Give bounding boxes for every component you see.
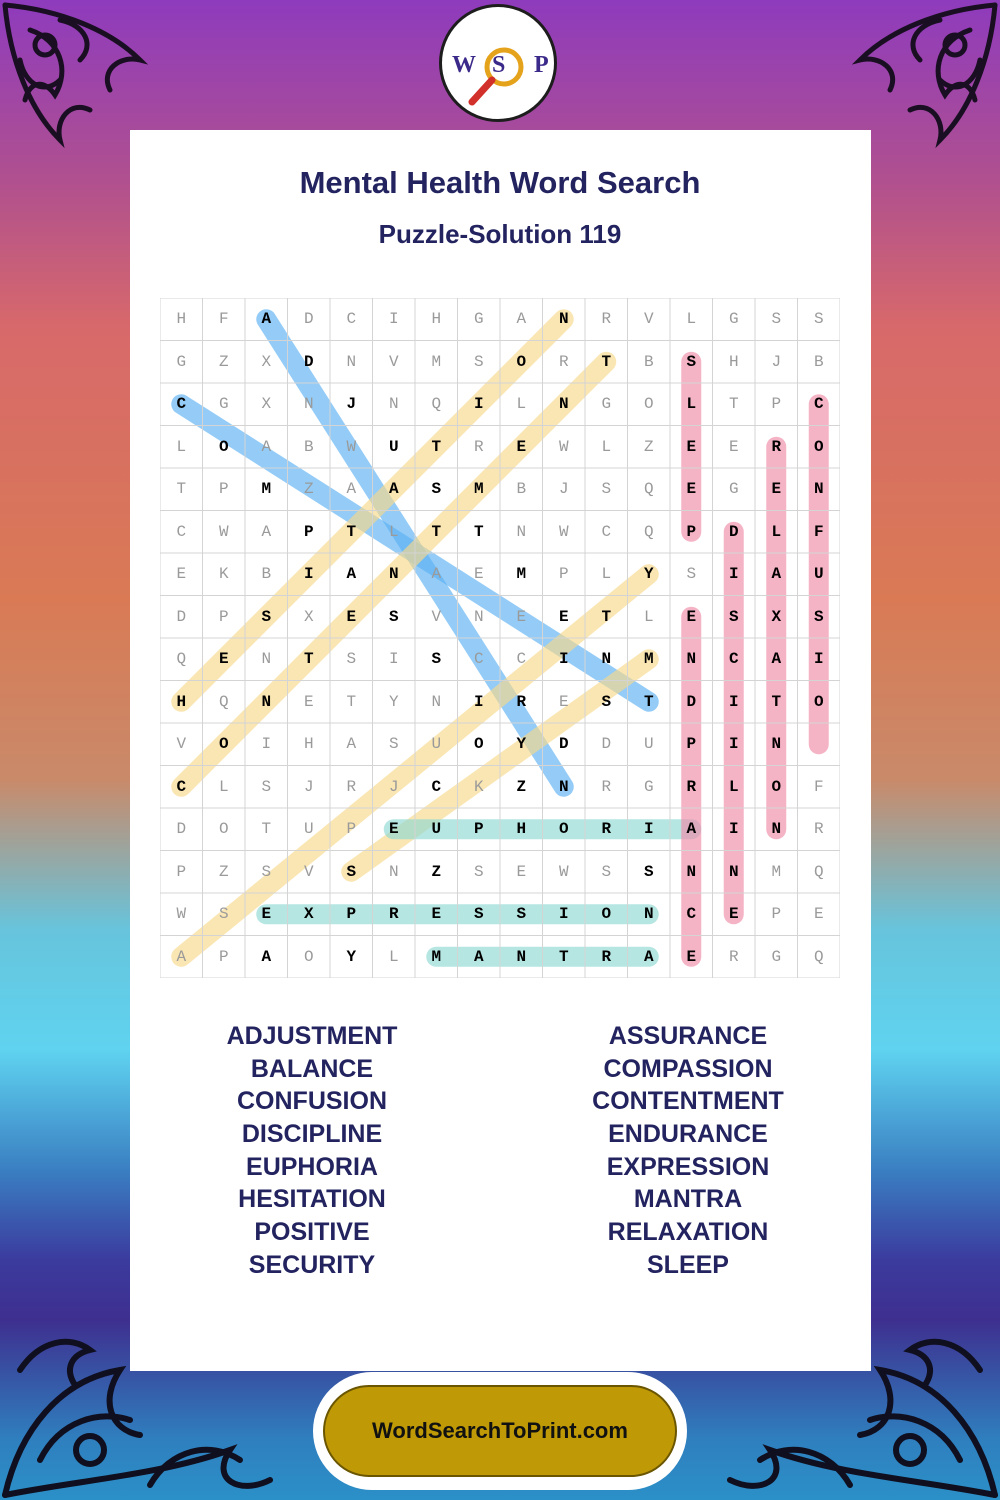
grid-cell: A (388, 480, 399, 498)
grid-cell: S (516, 905, 527, 923)
grid-cell: D (601, 735, 612, 753)
grid-cell: R (601, 310, 612, 328)
grid-cell: J (346, 395, 357, 413)
grid-cell: K (473, 777, 484, 796)
grid-cell: Q (176, 650, 187, 668)
grid-cell: P (176, 862, 187, 881)
grid-cell: W (346, 437, 357, 456)
grid-cell: I (558, 650, 569, 668)
grid-cell: E (728, 437, 739, 456)
grid-cell: R (388, 905, 399, 923)
grid-cell: O (771, 777, 782, 796)
grid-cell: C (516, 650, 527, 668)
grid-cell: P (218, 947, 229, 966)
grid-cell: N (473, 607, 484, 626)
grid-cell: I (728, 735, 739, 753)
grid-cell: R (516, 692, 527, 711)
grid-cell: M (431, 947, 442, 966)
word-item: MANTRA (633, 1185, 743, 1214)
grid-cell: O (218, 437, 229, 456)
grid-cell: E (728, 905, 739, 923)
grid-cell: N (686, 862, 697, 881)
grid-cell: S (218, 905, 229, 923)
letter-grid (160, 298, 840, 978)
grid-cell: V (303, 862, 314, 881)
grid-cell: S (686, 352, 697, 371)
grid-cell: A (176, 947, 187, 966)
grid-cell: T (601, 352, 612, 371)
grid-cell: N (558, 395, 569, 413)
grid-cell: P (473, 820, 484, 838)
grid-cell: T (303, 650, 314, 668)
grid-cell: A (261, 947, 272, 966)
grid-cell: T (473, 522, 484, 541)
grid-cell: R (601, 777, 612, 796)
grid-cell: P (771, 905, 782, 923)
grid-cell: Z (218, 862, 229, 881)
grid-cell: G (218, 395, 229, 413)
grid-cell: N (388, 862, 399, 881)
grid-cell: T (346, 522, 357, 541)
grid-cell: Q (431, 395, 442, 413)
grid-cell: N (813, 480, 824, 498)
grid-cell: Q (643, 480, 654, 498)
word-item: EUPHORIA (246, 1152, 378, 1181)
word-list-left (152, 1020, 472, 1282)
grid-cell: E (516, 862, 527, 881)
grid-cell: T (431, 522, 442, 541)
grid-cell: H (176, 692, 187, 711)
grid-cell: A (261, 522, 272, 541)
grid-cell: L (601, 437, 612, 456)
grid-cell: S (643, 862, 654, 881)
grid-cell: O (516, 352, 527, 371)
grid-cell: W (558, 522, 569, 541)
grid-cell: C (813, 395, 824, 413)
grid-cell: S (261, 777, 272, 796)
grid-cell: I (261, 735, 272, 753)
word-item: SECURITY (248, 1250, 376, 1279)
grid-cell: I (728, 692, 739, 711)
logo-letter-w: W (452, 52, 476, 78)
grid-cell: E (686, 480, 697, 498)
grid-cell: U (388, 437, 399, 456)
grid-cell: S (473, 862, 484, 881)
grid-cell: T (176, 480, 187, 498)
grid-cell: U (643, 735, 654, 753)
grid-cell: N (601, 650, 612, 668)
word-item: CONTENTMENT (592, 1087, 784, 1116)
grid-cell: I (388, 650, 399, 668)
grid-cell: H (176, 310, 187, 328)
grid-cell: O (558, 820, 569, 838)
logo (439, 4, 557, 122)
grid-cell: Q (813, 947, 824, 966)
footer-badge (313, 1372, 687, 1490)
grid-cell: X (303, 607, 314, 626)
grid-cell: P (346, 820, 357, 838)
grid-cell: N (728, 862, 739, 881)
grid-cell: T (643, 692, 654, 711)
grid-cell: E (516, 607, 527, 626)
grid-cell: T (431, 437, 442, 456)
grid-cell: J (771, 352, 782, 371)
grid-cell: P (686, 522, 697, 541)
grid-cell: N (558, 310, 569, 328)
grid-cell: L (643, 607, 654, 626)
word-item: ENDURANCE (608, 1120, 768, 1149)
grid-cell: T (558, 947, 569, 966)
grid-cell: X (771, 607, 782, 626)
grid-cell: O (218, 735, 229, 753)
grid-cell: C (176, 777, 187, 796)
grid-cell: S (388, 735, 399, 753)
grid-cell: N (261, 650, 272, 668)
grid-cell: I (728, 820, 739, 838)
grid-cell: C (176, 395, 187, 413)
grid-cell: A (771, 565, 782, 583)
grid-cell: B (516, 480, 527, 498)
grid-cell: V (431, 607, 442, 626)
grid-cell: Y (388, 692, 399, 711)
grid-cell: E (516, 437, 527, 456)
grid-cell: S (601, 862, 612, 881)
grid-cell: X (303, 905, 314, 923)
grid-cell: I (813, 650, 824, 668)
grid-cell: E (431, 905, 442, 923)
grid-cell: S (431, 650, 442, 668)
grid-cell: T (601, 607, 612, 626)
grid-cell: E (346, 607, 357, 626)
grid-cell: S (346, 862, 357, 881)
grid-cell: D (558, 735, 569, 753)
grid-cell: P (771, 395, 782, 413)
word-list-right (528, 1020, 848, 1282)
grid-cell: G (728, 480, 739, 498)
word-item: RELAXATION (607, 1218, 769, 1247)
grid-cell: N (346, 352, 357, 371)
grid-cell: L (728, 777, 739, 796)
page-title: Mental Health Word Search (299, 165, 701, 200)
grid-cell: Y (516, 735, 527, 753)
word-item: SLEEP (647, 1250, 729, 1279)
grid-cell: A (686, 820, 697, 838)
grid-cell: W (176, 905, 187, 923)
grid-cell: A (643, 947, 654, 966)
logo-letter-p: P (534, 52, 549, 78)
grid-cell: D (303, 310, 314, 328)
grid-cell: R (473, 437, 484, 456)
grid-cell: E (686, 607, 697, 626)
grid-cell: C (473, 650, 484, 668)
grid-cell: H (728, 352, 739, 371)
grid-cell: B (303, 437, 314, 456)
grid-cell: C (431, 777, 442, 796)
grid-cell: Z (303, 480, 314, 498)
grid-cell: B (261, 565, 272, 583)
grid-cell: G (643, 777, 654, 796)
grid-cell: G (728, 310, 739, 328)
grid-cell: A (346, 735, 357, 753)
grid-cell: E (686, 947, 697, 966)
grid-cell: J (303, 777, 314, 796)
grid-cell: R (813, 820, 824, 838)
grid-cell: Q (218, 692, 229, 711)
grid-cell: E (771, 480, 782, 498)
grid-cell: F (813, 522, 824, 541)
grid-cell: A (261, 437, 272, 456)
grid-cell: V (643, 310, 654, 328)
grid-cell: E (388, 820, 399, 838)
grid-cell: L (388, 947, 399, 966)
grid-cell: D (176, 820, 187, 838)
grid-cell: O (813, 692, 824, 711)
word-item: EXPRESSION (606, 1152, 770, 1181)
word-item: ASSURANCE (608, 1022, 768, 1050)
grid-cell: D (176, 607, 187, 626)
grid-cell: R (601, 947, 612, 966)
grid-cell: E (303, 692, 314, 711)
word-item: DISCIPLINE (241, 1120, 383, 1149)
grid-cell: Y (643, 565, 654, 583)
grid-cell: M (473, 480, 484, 498)
grid-cell: S (473, 905, 484, 923)
grid-cell: D (686, 692, 697, 711)
grid-cell: E (558, 692, 569, 711)
grid-cell: J (558, 480, 569, 498)
grid-cell: Z (218, 352, 229, 371)
grid-cell: S (388, 607, 399, 626)
grid-cell: Y (346, 947, 357, 966)
grid-cell: N (558, 777, 569, 796)
grid-cell: L (686, 310, 697, 328)
grid-cell: A (346, 565, 357, 583)
grid-cell: I (728, 565, 739, 583)
grid-cell: A (771, 650, 782, 668)
grid-cell: R (601, 820, 612, 838)
grid-cell: A (346, 480, 357, 498)
grid-cell: E (473, 565, 484, 583)
grid-cell: O (643, 395, 654, 413)
grid-cell: O (303, 947, 314, 966)
grid-cell: S (601, 480, 612, 498)
grid-cell: L (601, 565, 612, 583)
grid-cell: O (601, 905, 612, 923)
grid-cell: O (473, 735, 484, 753)
grid-cell: G (473, 310, 484, 328)
grid-cell: X (261, 352, 272, 371)
grid-cell: L (771, 522, 782, 541)
grid-cell: Z (516, 777, 527, 796)
grid-cell: E (176, 565, 187, 583)
grid-cell: H (516, 820, 527, 838)
grid-cell: I (388, 310, 399, 328)
grid-cell: M (431, 352, 442, 371)
grid-cell: N (303, 395, 314, 413)
logo-letter-s: S (492, 52, 506, 78)
grid-cell: U (431, 735, 442, 753)
grid-cell: Q (643, 522, 654, 541)
grid-cell: N (686, 650, 697, 668)
grid-cell: I (558, 905, 569, 923)
grid-cell: C (601, 522, 612, 541)
grid-cell: H (431, 310, 442, 328)
grid-cell: U (303, 820, 314, 838)
grid-cell: I (643, 820, 654, 838)
grid-cell: R (558, 352, 569, 371)
grid-cell: E (261, 905, 272, 923)
grid-cell: E (218, 650, 229, 668)
grid-cell: G (601, 395, 612, 413)
grid-cell: R (771, 437, 782, 456)
grid-cell: C (346, 310, 357, 328)
grid-cell: S (431, 480, 442, 498)
grid-cell: B (813, 352, 824, 371)
word-item: POSITIVE (254, 1218, 370, 1247)
grid-cell: V (176, 735, 187, 753)
grid-cell: S (261, 862, 272, 881)
grid-cell: E (813, 905, 824, 923)
grid-cell: S (771, 310, 782, 328)
grid-cell: U (431, 820, 442, 838)
grid-cell: P (558, 565, 569, 583)
grid-cell: S (601, 692, 612, 711)
grid-cell: N (261, 692, 272, 711)
grid-cell: N (771, 735, 782, 753)
grid-cell: C (686, 905, 697, 923)
grid-cell: M (516, 565, 527, 583)
grid-cell: M (771, 862, 782, 881)
grid-cell: N (643, 905, 654, 923)
grid-cell: R (346, 777, 357, 796)
grid-cell: T (771, 692, 782, 711)
grid-cell: W (218, 522, 229, 541)
grid-cell: P (218, 607, 229, 626)
grid-cell: F (813, 777, 824, 796)
grid-cell: S (261, 607, 272, 626)
grid-cell: N (516, 522, 527, 541)
grid-cell: A (473, 947, 484, 966)
grid-cell: C (176, 522, 187, 541)
grid-cell: L (218, 777, 229, 796)
grid-cell: I (473, 395, 484, 413)
grid-cell: E (558, 607, 569, 626)
grid-cell: R (728, 947, 739, 966)
grid-cell: N (388, 565, 399, 583)
page-subtitle: Puzzle-Solution 119 (378, 219, 622, 249)
grid-cell: T (728, 395, 739, 413)
grid-cell: H (303, 735, 314, 753)
grid-cell: S (813, 310, 824, 328)
grid-cell: L (516, 395, 527, 413)
grid-cell: E (686, 437, 697, 456)
grid-cell: P (303, 522, 314, 541)
grid-cell: B (643, 352, 654, 371)
grid-cell: S (346, 650, 357, 668)
magnifier-icon (462, 37, 542, 117)
grid-cell: W (558, 437, 569, 456)
grid-cell: N (516, 947, 527, 966)
grid-cell: O (813, 437, 824, 456)
grid-cell: L (686, 395, 697, 413)
grid-cell: D (303, 352, 314, 371)
grid-cell: V (388, 352, 399, 371)
grid-cell: T (346, 692, 357, 711)
grid-cell: J (388, 777, 399, 796)
grid-cell: P (686, 735, 697, 753)
grid-cell: P (218, 480, 229, 498)
grid-cell: L (176, 437, 187, 456)
word-item: ADJUSTMENT (226, 1022, 398, 1050)
grid-cell: N (388, 395, 399, 413)
word-item: COMPASSION (603, 1054, 773, 1083)
grid-cell: Z (643, 437, 654, 456)
grid-cell: M (643, 650, 654, 668)
grid-cell: O (218, 820, 229, 838)
grid-cell: P (346, 905, 357, 923)
grid-cell: R (686, 777, 697, 796)
grid-cell: Z (431, 862, 442, 881)
grid-cell: A (261, 310, 272, 328)
grid-cell: T (261, 820, 272, 838)
grid-cell: I (473, 692, 484, 711)
grid-cell: N (771, 820, 782, 838)
grid-cell: D (728, 522, 739, 541)
grid-cell: L (388, 522, 399, 541)
grid-cell: M (261, 480, 272, 498)
grid-cell: C (728, 650, 739, 668)
grid-cell: U (813, 565, 824, 583)
grid-cell: G (771, 947, 782, 966)
grid-cell: Q (813, 862, 824, 881)
grid-cell: S (728, 607, 739, 626)
grid-cell: S (813, 607, 824, 626)
word-item: CONFUSION (237, 1087, 387, 1116)
word-item: HESITATION (238, 1185, 386, 1214)
grid-cell: N (431, 692, 442, 711)
grid-cell: A (516, 310, 527, 328)
grid-cell: S (473, 352, 484, 371)
grid-cell: K (218, 565, 229, 583)
website-link[interactable]: WordSearchToPrint.com (323, 1385, 677, 1477)
grid-cell: F (218, 310, 229, 328)
grid-cell: S (686, 565, 697, 583)
grid-cell: W (558, 862, 569, 881)
grid-cell: X (261, 395, 272, 413)
word-item: BALANCE (250, 1054, 374, 1083)
grid-cell: I (303, 565, 314, 583)
grid-cell: A (431, 565, 442, 583)
grid-cell: G (176, 352, 187, 371)
